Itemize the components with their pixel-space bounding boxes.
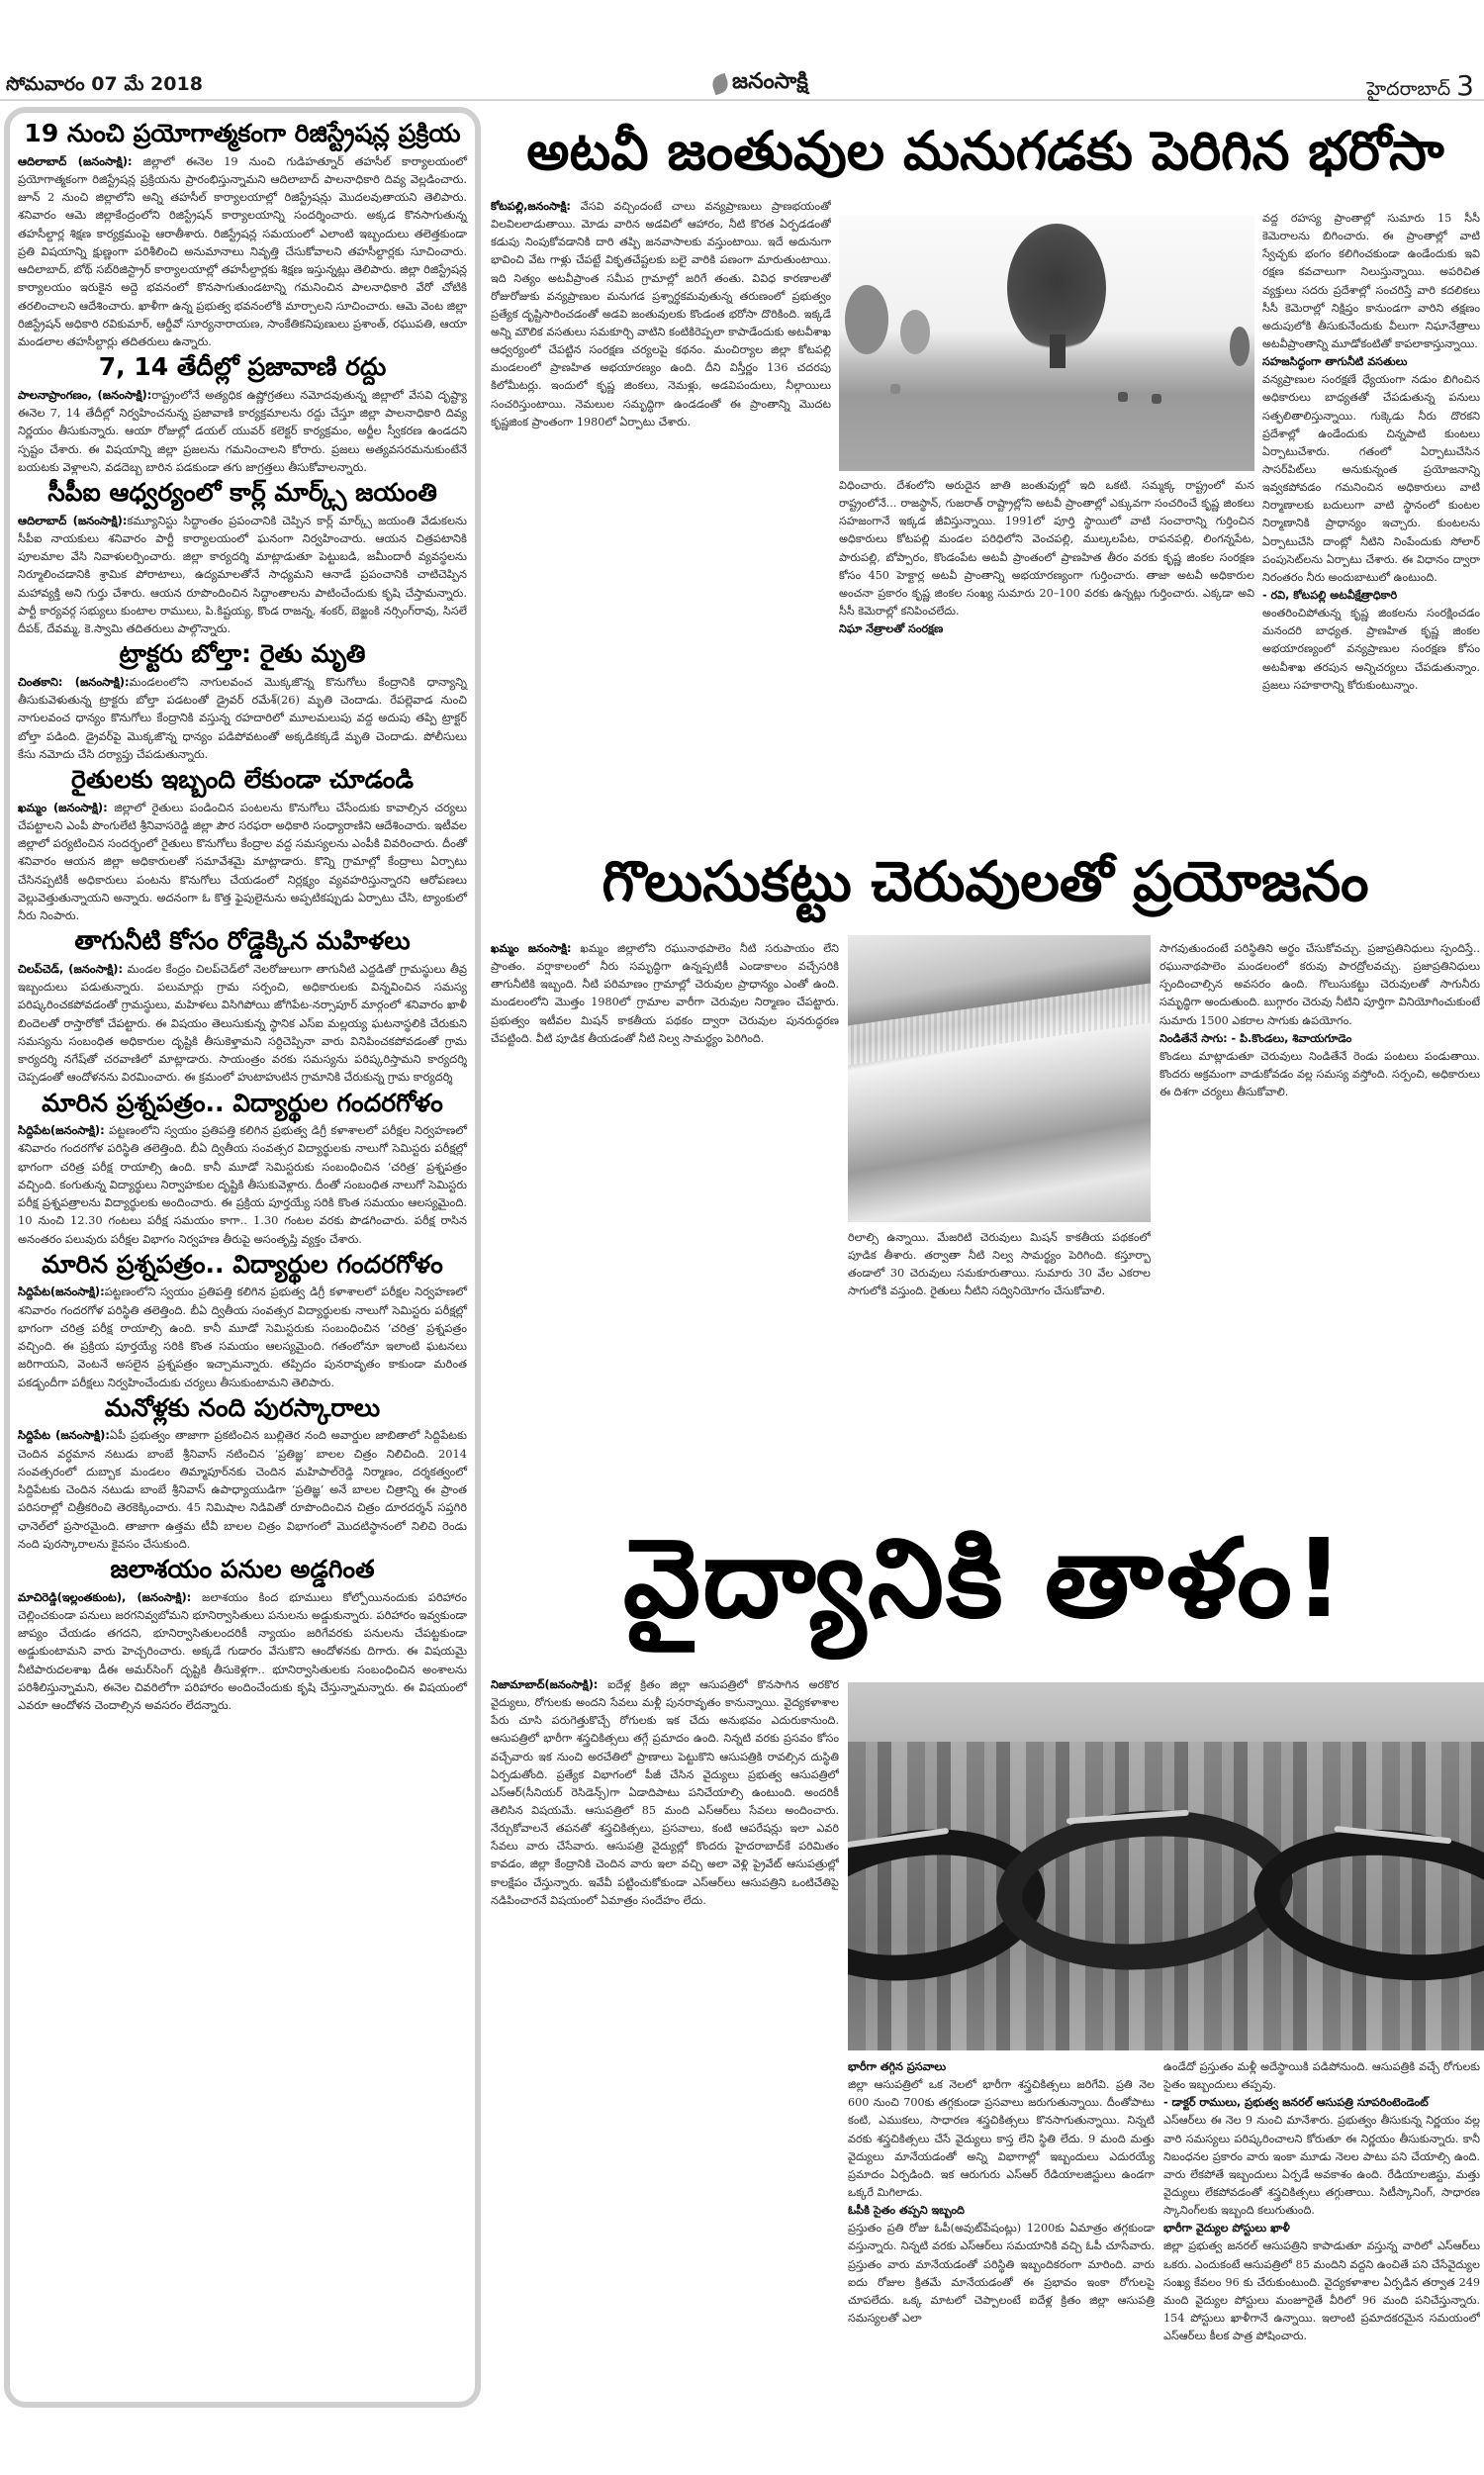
story-body: ఖమ్మం (జనంసాక్షి): జిల్లాలో రైతులు పండించిన పంటలను కొనుగోలు చేసేందుకు కావాల్సిన చర్యలు చేపట్టాలని ఎంపీ పొంగులేటి శ్రీనివాసరెడ్డి జిల్లా పౌర సరఫరా అధికారి సంధ్యారాణిని ఆదేశించారు. ఇటీవల జిల్లాలో పర్యటించిన సందర్భంలో రైతులు కొనుగోలు కేంద్రాల వద్ద సమస్యలను ఎంపీకి వివరించారు. దీంతో శనివారం ఆయన జిల్లా అధికారులతో సమావేశమై మాట్లాడారు. కొన్ని గ్రామాల్లో కేంద్రాలు ఏర్పాటు చేసినప్పటికీ అధికారులు పంటను కొనుగోలు చేయడంలో నిర్లక్ష్యం వ్యవహరిస్తున్నారని ఆరోపణలు వెల్లువెత్తుతున్నాయని అన్నారు. అదనంగా ఓ కొత్త ఫైపులైనును అప్పటికప్పుడు ఏర్పాటు చేసి, ట్యాంకులో నీరు నింపారు. <box>18 800 468 922</box>
masthead <box>0 65 1484 101</box>
story-nandi-awards <box>18 1393 467 1553</box>
story-body: పాలనాప్రాంగణం, (జనంసాక్షి):రాష్ట్రంలోనే అత్యధిక ఉష్ణోగ్రతలు నమోదవుతున్న జిల్లాలో వేసవి దృష్ట్యా ఈనెల 7, 14 తేదీల్లో నిర్వహించనున్న ప్రజావాణి కార్యక్రమాలను రద్దు చేస్తూ జిల్లా పాలనాధికారి దివ్య నిర్ణయం తీసుకున్నారు. ఆయా రోజుల్లో డయల్ యువర్ కలెక్టర్ కార్యక్రమం, అర్జీల స్వీకరణ ఉండదని స్పష్టం చేశారు. ఈ విషయాన్ని జిల్లా ప్రజలను గమనించాలని కోరారు. ప్రజలు అత్యవసరమనుకుంటేనే బయటకు వెళ్లాలని, వడదెబ్బ బారిన పడకుండా తగు జాగ్రత్తలు తీసుకోవాలన్నారు. <box>18 387 467 474</box>
forest-article-column-3: వద్ద రహస్య ప్రాంతాల్లో సుమారు 15 సీసీ కెమెరాలను బిగించారు. ఈ ప్రాంతాల్లో వాటి స్వేచ్ఛకు భంగం కలిగించకుండా ఉండేందుకు ఇవి రక్షణ కవచాలుగా నిలుస్తున్నాయి. అపరిచిత వ్యక్తులు సదరు ప్రదేశాల్లో సంచరిస్తే వారి కదలికలు సీసీ కెమెరాల్లో నిక్షిప్తం కానుండగా వారిని తక్షణం అదుపులోకి తీసుకునేందుకు వీలుగా నిఘానేత్రాలు అటవీప్రాంతాన్ని మూడోకంటితో కాపలాకాస్తున్నాయి. సహజసిద్ధంగా తాగునీటి వసతులు వన్యప్రాణుల సంరక్షణే ధ్యేయంగా నడుం బిగించిన అధికారులు బాధ్యతతో చేపడుతున్న పనులు సత్ఫలితాలిస్తున్నాయి. గుక్కెడు నీరు దొరకని ప్రదేశాల్లో ఉండేందుకు చిన్నపాటి కుంటలు ఏర్పాటుచేశారు. గతంలో ఏర్పాటుచేసిన సాసర్‌పిట్‌లు అనుకున్నంత ప్రయోజనాన్ని ఇవ్వకపోవడం గమనించిన అధికారులు వాటి నిర్మాణాలకు బదులుగా వాటి స్థానంలో కుంటల నిర్మాణానికి ప్రాధాన్యం ఇచ్చారు. కుంటలను ఏర్పాటుచేసి దాంట్లో నీటిని నింపేందుకు సోలార్ పంపుసెట్‌లను ఏర్పాటు చేశారు. ఈ విధానం ద్వారా నిరంతరం నీరు అందుబాటులో ఉంటుంది. - రవి, కోటపల్లి అటవీక్షేత్రాధికారి అంతరించిపోతున్న కృష్ణ జింకలను సంరక్షించడం మనందరి బాధ్యత. ప్రాణహిత కృష్ణ జింకల అభయారణ్యంలో వన్యప్రాణుల సంరక్షణ కోసం అటవీశాఖ తరపున అన్నిచర్యలు చేపడుతున్నాం. ప్రజలు సహకారాన్ని కోరుకుంటున్నాం. <box>1262 212 1480 692</box>
dateline: ఆదిలాబాద్ (జనంసాక్షి): <box>18 513 128 527</box>
story-body: ఆదిలాబాద్ (జనంసాక్షి): జిల్లాలో ఈనెల 19 నుంచి గుడిహత్నూర్ తహసీల్ కార్యాలయంలో ప్రయోగాత్మకంగా రిజిస్ట్రేషన్ల ప్రక్రియను ప్రారంభిస్తున్నామని ఆదిలాబాద్ పాలనాధికారి దివ్య వెల్లడించారు. జూన్ 2 నుంచి జిల్లాలోని అన్ని తహసీల్ కార్యాలయాల్లో రిజిస్ట్రేషన్లు మొదలవుతాయని తెలిపారు. శనివారం ఆమె జిల్లాకేంద్రంలోని రిజిస్ట్రేషన్ కార్యాలయాన్ని సందర్శించారు. అక్కడ కొనసాగుతున్న తహసీల్దార్ల శిక్షణ కార్యక్రమంపై ఆరాతీశారు. రిజిస్ట్రేషన్ల సమయంలో ఎలాంటి ఇబ్బందులు తలెత్తకుండా ప్రతి విషయాన్ని క్షుణ్ణంగా పరిశీలించి అనుమానాలు నివృత్తి చేసుకోవాలని తహసీల్దార్లకు సూచించారు. ఆదిలాబాద్, బోథ్ సబ్‌రిజిస్ట్రార్ కార్యాలయాల్లో తహసీల్దార్లకు శిక్షణ ఇస్తున్నట్లు తెలిపారు. జిల్లా రిజిస్ట్రేషన్ల కార్యాలయం ఇరుకైన అద్దె భవనంలో కొనసాగుతుండటాన్ని గమనించిన పాలనాధికారి వేరో చోటికి తరలించాలని ఆదేశించారు. ఖాళీగా ఉన్న ప్రభుత్వ భవనంలోకి మార్చాలని సూచించారు. ఆమె వెంట జిల్లా రిజిస్ట్రేషన్ అధికారి రవికుమార్, ఆర్డీవో సూర్యనారాయణ, సాంకేతికనిపుణులు ప్రశాంత్, రఘుపతి, ఆయా మండలాల తహసీల్దార్లు తదితరులు ఉన్నారు. <box>18 153 468 348</box>
dateline: నిజామాబాద్(జనంసాక్షి): <box>491 1678 599 1691</box>
quote-attribution: - రవి, కోటపల్లి అటవీక్షేత్రాధికారి <box>1262 588 1398 602</box>
story-body: సిద్దిపేట (జనంసాక్షి):ఏపీ ప్రభుత్వం తాజాగా ప్రకటించిన బుల్లితెర నంది అవార్డుల జాబితాలో సిద్దిపేటకు చెందిన వర్ధమాన నటుడు బాంబే శ్రీనివాస్ నటించిన ‘ప్రతిజ్ఞ’ బాలల చిత్రం నిలిచింది. 2014 సంవత్సరంలో దుబ్బాక మండలం తిమ్మాపూర్‌నకు చెందిన మహిపాల్‌రెడ్డి నిర్మాణం, దర్శకత్వంలో సిద్దిపేటకు చెందిన నటుడు బాంబే శ్రీనివాస్ ఉపాధ్యాయుడిగా ‘ప్రతిజ్ఞ’ అనే బాలల చిత్రాన్ని ఈ ప్రాంత పరిసరాల్లో చిత్రీకరించి తెరకెక్కించారు. 45 నిమిషాల నిడివితో రూపొందించిన చిత్రం దూరదర్శన్ సప్తగిరి ఛానెల్‌లో ప్రసారమైంది. తాజాగా ఉత్తమ టీవీ బాలల చిత్రం విభాగంలో మొదటిస్థానంలో నిలిచి రెండు నంది పురస్కారాలను కైవసం చేసుకుంది. <box>18 1428 467 1551</box>
dateline: సిద్దిపేట(జనంసాక్షి): <box>18 1285 105 1299</box>
page-number: 3 <box>1456 69 1474 102</box>
story-reservoir-works <box>18 1555 467 1714</box>
dateline: చిలప్‌చెడ్, (జనంసాక్షి): <box>18 961 124 976</box>
forest-article-column-2: విధించారు. దేశంలోని అరుదైన జాతి జంతువుల్లో ఇది ఒకటి. సమ్మక్క రాష్ట్రంలో మన రాష్ట్రంలోనే... రాజస్థాన్, గుజరాత్ రాష్ట్రాల్లోని అటవీ ప్రాంతాల్లో ఎక్కువగా సంచరించే కృష్ణ జింకలు సహజంగానే ఇక్కడ జీవిస్తున్నాయి. 1991లో పూర్తి స్థాయిలో వాటి సంచారాన్ని గుర్తించిన అధికారులు కోటపల్లి మండల పరిధిలోని వెంచపల్లి, ముల్కలపేట, రాపనపల్లి, లింగన్నపేట, పారుపల్లి, బోప్పారం, కొండంపేట అటవీ ప్రాంతంలో ప్రాణహిత తీరం వరకు కృష్ణ జింకల సంరక్షణ కోసం 450 హెక్టార్ల అటవీ ప్రాంతాన్ని అభయారణ్యంగా గుర్తించారు. తాజా అటవీ అధికారుల అంచనా ప్రకారం కృష్ణ జింకల సంఖ్య సుమారు 20–100 వరకు ఉన్నట్లు గుర్తించారు. ఎక్కడా అవి సీసీ కెమెరాల్లో కనిపించలేదు. నిఘా నేత్రాలతో సంరక్షణ <box>839 477 1254 833</box>
story-body: సిద్దిపేట(జనంసాక్షి): పట్టణంలోని స్వయం ప్రతిపత్తి కలిగిన ప్రభుత్వ డిగ్రీ కళాశాలలో పరీక్షల నిర్వహణలో శనివారం గందరగోళ పరిస్థితి తలెత్తింది. బీఏ ద్వితీయ సంవత్సర విద్యార్థులకు నాలుగో సెమిస్టరు పరీక్షల్లో భాగంగా చరిత్ర పరీక్ష రాయాల్సి ఉంది. కానీ మూడో సెమిస్టరుకు సంబంధించిన ‘చరిత్ర’ ప్రశ్నపత్రం వచ్చింది. కంగుతున్న విద్యార్థులు నిర్వాహకుల దృష్టికి తీసుకువెళ్లారు. దీంతో సంబంధిత నాలుగో సెమిస్టరు పరీక్ష ప్రశ్నపత్రాలను విద్యార్థులకు అందించారు. ఈ ప్రక్రియ పూర్తయ్యే సరికి కొంత సమయం ఆలస్యమైంది. 10 నుంచి 12.30 గంటలు పరీక్ష సమయం కాగా.. 1.30 గంటల వరకు పొడగించారు. పరీక్ష రాసిన అనంతరం పలువురు పరీక్షల విభాగం నిర్వహణ తీరుపై అసంతృప్తి వ్యక్తం చేశారు. <box>18 1123 467 1246</box>
story-headline: సీపీఐ ఆధ్వర్యంలో కార్ల్ మార్క్స్ జయంతి <box>47 478 437 507</box>
leaf-logo-icon <box>709 73 730 95</box>
hospital-article-column-3: ఉండేదో ప్రస్తుతం మళ్లీ అదేస్థాయికి పడిపోనుంది. ఆసుపత్రికి వచ్చే రోగులకు సైతం ఇబ్బందులు తప్పవు. - డాక్టర్ రాములు, ప్రభుత్వ జనరల్ ఆసుపత్రి సూపరింటెండెంట్ ఎస్ఆర్‌లు ఈ నెల 9 నుంచి మానేశారు. ప్రభుత్వం తీసుకున్న నిర్ణయం వల్ల వారి సమస్యలు పరిష్కరించాలని కోరుతూ ఈ నిర్ణయం తీసుకున్నారు. కానీ నిబంధనల ప్రకారం వారు ఇంకా మూడు నెలల పాటు పని చేయాల్సి ఉంది. వారు లేకపోతే ఇబ్బందులు ఏర్పడే అవకాశం ఉంది. రేడియాలజిస్టు, మత్తు వైద్యులు లేకపోవడంతో శస్త్రచికిత్సలు తగ్గుతాయి. సిటీస్కానింగ్, సాధారణ స్కానింగ్‌లకు ఇబ్బంది కలుగుతుంది. భారీగా వైద్యుల పోస్టులు ఖాళీ జిల్లా ప్రభుత్వ జనరల్ ఆసుపత్రిని కాపాడుతూ వస్తున్న వారిలో ఎస్ఆర్‌లు ఒకరు. ఎందుకంటే ఆసుపత్రిలో 85 మందిని వద్దని ఉంచితే పని చేసేవైద్యుల సంఖ్య కేవలం 96 కు చేరుకుంటుంది. వైద్యకళాశాల ఏర్పడిన తర్వాత 249 మంది వైద్యుల పోస్టులు మంజూరైతే వీరిలో 96 మంది పనిచేస్తున్నారు. 154 పోస్టులు ఖాళీగానే ఉన్నాయి. ఇలాంటి ప్రమాదకరమైన సమయంలో ఎస్ఆర్‌లు కీలక పాత్ర పోషించారు. <box>1163 2060 1480 2343</box>
story-headline: మనోళ్లకు నంది పురస్కారాలు <box>104 1392 381 1422</box>
story-marx-jayanti <box>18 478 467 637</box>
city-name: హైదరాబాద్ <box>1366 78 1451 100</box>
issue-date: సోమవారం 07 మే 2018 <box>6 73 203 95</box>
story-body: మాచిరెడ్డి(ఇల్లంతకుంట), (జనంసాక్షి): జలాశయం కింద భూములు కోల్పోయినందుకు పరిహారం చెల్లించకుండా పనులు జరగనివ్వబోమని భూనిర్వాసితులు పనులను అడ్డుకున్నారు. పరిహారం ఇవ్వకుండా జాప్యం చేయడం తగదని, భూనిర్వాసితులందరికీ న్యాయం జరిగేవరకు పనులను చేపట్టకుండా అడ్డుకుంటామని వారు హెచ్చరించారు. అక్కడే గుడారం వేసుకొని ఆందోళనకు దిగారు. ఈ విషయమై నీటిపారుదలశాఖ డీఈ అమర్‌సింగ్ దృష్టికి తీసుకెళ్లగా.. భూనిర్వాసితులకు సంబంధించిన అంశాలను పరిశీలిస్తున్నామని, ఈనెల చివరిలోగా పరిహారం అందించేందుకు కృషి చేస్తున్నామన్నారు. ఈ విషయంలో ఎవరూ ఆందోళన చెందాల్సిన అవసరం లేదన్నారు. <box>18 1589 468 1712</box>
deer-icon <box>890 384 900 394</box>
ponds-article-column-3: సాగవుతుందంటే పరిస్థితిని అర్థం చేసుకోవచ్చు. ప్రజాప్రతినిధులు స్పందిస్తే.. రఘునాథపాలెం మండలంలో కరువు పారద్రోలవచ్చు. ప్రజాప్రతినిధులు స్పందించాల్సిన అవసరం ఉంది. గొలుసుకట్టు చెరువులతో సాగునీరు సమృద్ధిగా అందుతుంది. బుగ్గారం చెరువు నీటిని పూర్తిగా వినియోగించుకుంటే సుమారు 1500 ఎకరాల సాగుకు ఉపయోగం. నిండితేనే సాగు: - పి.కొండలు, శివాయగూడెం కొండలు మాట్లాడుతూ చెరువులు నిండితేనే రెండు పంటలు పండుతాయి. కొందరు అక్రమంగా వాడుకోవడం వల్ల సమస్య వస్తోంది. సర్పంచి, అధికారులు ఈ దిశగా చర్యలు తీసుకోవాలి. <box>1159 942 1480 1099</box>
pond-overflow-photo <box>848 935 1151 1222</box>
subhead: నిఘా నేత్రాలతో సంరక్షణ <box>839 622 944 636</box>
dateline: సిద్దిపేట(జనంసాక్షి): <box>18 1123 105 1137</box>
deer-icon <box>1152 394 1161 404</box>
logo-text: జనంసాక్షి <box>732 69 808 94</box>
ponds-article-headline: గొలుసుకట్టు చెరువులతో ప్రయోజనం <box>602 850 1369 914</box>
ponds-article-column-2: రిలాల్సి ఉన్నాయి. మేజరిటి చెరువులు మిషన్ కాకతీయ పథకంలో పూడిక తీశారు. తర్వాతా నీటి నిల్వ సామర్థ్యం పెరిగింది. కస్తూర్బా తండాలో 30 చెరువులు సమకూరుతాయి. సుమారు 30 వేల ఎకరాల సాగులోకి వస్తుంది. రైతులు నీటిని సద్వినియోగం చేసుకోవాలి. <box>848 1231 1151 1298</box>
hospital-article-column-1: నిజామాబాద్(జనంసాక్షి): ఐదేళ్ల క్రితం జిల్లా ఆసుపత్రిలో కొనసాగిన అరకొర వైద్యులు, రోగులకు అందని సేవలు మళ్లీ పునరావృతం కానున్నాయి. వైద్యకళాశాల పేరు చూసి పరుగెత్తుకొచ్చే రోగులకు ఇక చేదు అనుభవం ఎదురుకానుంది. ఆసుపత్రిలో భారీగా శస్త్రచికిత్సలు తగ్గే ప్రమాదం ఉంది. నిన్నటి వరకు ప్రసవం కోసం వచ్చేవారు ఇక నుంచి అరచేతిలో ప్రాణాలు పెట్టుకొని ఆసుపత్రికి రావల్సిన దుస్థితి ఏర్పడుతోంది. ప్రత్యేక విభాగంలో పీజీ చేసిన వైద్యులు ప్రభుత్వ ఆసుపత్రిలో ఎస్ఆర్(సీనియర్ రెసిడెన్స్)గా ఏడాదిపాటు పనిచేయాల్సి ఉంటుంది. అందరికీ తెలిసిన విషయమే. ఆసుపత్రిలో 85 మంది ఎస్ఆర్‌లు సేవలు అందించారు. నేర్చుకోవాలనే తపనతో శస్త్రచికిత్సలు, ప్రసవాలు, కంటి ఆపరేషన్లు ఇలా ఎవరి సేవలు వారు చేసేవారు. ఆసుపత్రి వైద్యుల్లో కొందరు హైదరాబాద్‌కే పరిమితం కావడం, జిల్లా కేంద్రానికి చెందిన వారు ఇలా వచ్చి అలా వెళ్లి ప్రైవేట్ ఆసుపత్రుల్లో కాలక్షేపం చేస్తున్నారు. ఇవేవీ పట్టించుకోకుండా ఎస్ఆర్‌లు ఆసుపత్రిని ఒంటిచేతిపై నడిపించారనే విషయంలో ఏమాత్రం సందేహం లేదు. <box>491 1678 839 1907</box>
dateline: సిద్దిపేట (జనంసాక్షి): <box>18 1428 110 1443</box>
tree-icon <box>900 310 930 354</box>
dateline: మాచిరెడ్డి(ఇల్లంతకుంట), (జనంసాక్షి): <box>18 1589 192 1604</box>
story-headline: ట్రాక్టరు బోల్తా: రైతు మృతి <box>119 639 366 669</box>
forest-article-column-1: కోటపల్లి,జనంసాక్షి: వేసవి వచ్చిందంటే చాలు వన్యప్రాణులు ప్రాణభయంతో విలవిలలాడుతాయి. మోడు వారిన అడవిలో ఆహారం, నీటి కొరత ఏర్పడడంతో కడుపు నింపుకోవడానికి దారి తప్పి జనవాసాలకు వస్తుంటాయి. ఇదే అదునుగా భావించి వేట గాళ్లు చేపట్టే వికృతచేష్టలకు బలై వారికి పణంగా మారుతుంటాయి. ఇది నిత్యం అటవీప్రాంత సమీప గ్రామాల్లో జరిగే తంతు. వివిధ కారణాలతో రోజురోజుకు వన్యప్రాణుల మనుగడ ప్రశ్నార్థకమవుతున్న తరుణంలో ప్రభుత్వం ప్రత్యేక దృష్టిసారించడంతో అడవి జంతువులకు కొండంత భరోసా దొరికింది. ఇక్కడే అన్ని మౌలిక వసతులు సమకూర్చి వాటిని కంటికిరెప్పలా కాపాడేందుకు అటవీశాఖ ఆధ్వర్యంలో చేపట్టిన సంరక్షణ చర్యలపై కథనం. మంచిర్యాల జిల్లా కోటపల్లి మండలంలో ప్రాణహిత అభయారణ్యం ఉంది. దీని విస్తీర్ణం 136 చదరపు కిలోమీటర్లు. ఇందులో కృష్ణ జింకలు, నెమళ్లు, అడవిపందులు, నీల్గాయిలు సంచరిస్తుంటాయి. నెమలుల సమృద్ధిగా ఉండడంతో ఈ ప్రాంతాన్ని మొదట కృష్ణజింక ప్రాంతంగా 1980లో ఏర్పాటు చేశారు. <box>491 200 831 428</box>
story-question-paper-1 <box>18 1089 467 1248</box>
hospital-article-column-2: భారీగా తగ్గిన ప్రసవాలు జిల్లా ఆసుపత్రిలో ఒక నెలలో భారీగా శస్త్రచికిత్సలు జరిగేవి. ప్రతి నెల 600 నుంచి 700కు తగ్గకుండా ప్రసవాలు జరుగుతున్నాయి. దీంతోపాటు కంటి, ఎముకలు, సాధారణ శస్త్రచికిత్సలు కొనసాగుతున్నాయి. నిన్నటి వరకు శస్త్రచికిత్సలు చేసే వైద్యులు కాస్త లేని స్థితి లేదు. 9 మంది మత్తు వైద్యులు మానేయడంతో అన్ని విభాగాల్లో ఇబ్బందులు ఎదురయ్యే ప్రమాదం ఏర్పడింది. ఇక ఆరుగురు ఎస్ఆర్ రేడియాలజిస్టులు ఉండగా ఒక్కరే మిగిలాడు. ఓపీకి సైతం తప్పని ఇబ్బంది ప్రస్తుతం ప్రతి రోజు ఓపీ(అవుట్‌పేషంట్లు) 1200కు ఏమాత్రం తగ్గకుండా వస్తున్నారు. నిన్నటి వరకు ఎస్ఆర్‌లు సమయానికి వచ్చి ఓపీ చూసేవారు. ప్రస్తుతం వారు మానేయడంతో పరిస్థితి ఇబ్బందికరంగా మారింది. వారు ఐదు రోజుల క్రితమే మానేయడంతో ఈ ప్రభావం ఇంకా రోగులపై చూపలేదు. ఒక్క మాటలో చెప్పాలంటే ఐదేళ్ల క్రితం జిల్లా ఆసుపత్రి సమస్యలతో ఎలా <box>848 2060 1155 2325</box>
dateline: పాలనాప్రాంగణం, (జనంసాక్షి): <box>18 387 152 402</box>
story-tractor <box>18 639 467 763</box>
tree-trunk <box>1050 334 1066 368</box>
chained-hospital-photo <box>848 1682 1484 2050</box>
quote-attribution: నిండితేనే సాగు: - పి.కొండలు, శివాయగూడెం <box>1159 1031 1352 1045</box>
subhead: భారీగా తగ్గిన ప్రసవాలు <box>848 2060 947 2073</box>
story-farmers <box>18 765 467 924</box>
deer-icon <box>1118 392 1128 402</box>
ponds-article-column-1: ఖమ్మం జనంసాక్షి: ఖమ్మం జిల్లాలోని రఘునాథపాలెం నీటి సరుపాయం లేని ప్రాంతం. వర్షాకాలంలో నీరు సమృద్ధిగా ఉన్నప్పటికీ ఎండాకాలం వచ్చేసరికి తాగునీటికి ఇబ్బంది. నీటి పరిమాణం గ్రామాల్లో చెరువుల ప్రాధాన్యం ఎంతో ఉంది. మండలంలోని మొత్తం 1980లో గ్రామాల వారీగా చెరువుల నిర్మాణం చేపట్టారు. ప్రభుత్వం ఇటీవల మిషన్ కాకతీయ పథకం ద్వారా చెరువుల పునరుద్ధరణ చేపట్టింది. వీటి పూడిక తీయడంతో నీటి నిల్వ సామర్థ్యం పెరిగింది. <box>491 942 839 1045</box>
dateline: ఖమ్మం జనంసాక్షి: <box>491 942 572 955</box>
tree-icon <box>845 285 888 354</box>
story-headline: మారిన ప్రశ్నపత్రం.. విద్యార్థుల గందరగోళం <box>42 1249 443 1279</box>
hospital-article-headline: వైద్యానికి తాళం! <box>622 1515 1346 1642</box>
dateline: ఆదిలాబాద్ (జనంసాక్షి): <box>18 153 133 168</box>
edition-city <box>1367 69 1474 105</box>
story-body: చిలప్‌చెడ్, (జనంసాక్షి): మండల కేంద్రం చిలప్‌చెడ్‌లో నెలరోజులుగా తాగునీటి ఎద్దడితో గ్రామస్థులు తీవ్ర ఇబ్బందులు పడుతున్నారు. పలుమార్లు గ్రామ సర్పంచి, అధికారులకు విన్నవించిన సమస్య పరిష్కరించకపోవడంతో గ్రామస్థులు, మహిళలు విసిగిపోయి జోగిపేట-నర్సాపూర్ మార్గంలో శనివారం ఖాళీ బిందెలతో రాస్తారోకో చేపట్టారు. ఈ విషయం తెలుసుకున్న స్థానిక ఎస్ఐ మల్లయ్య ఘటనాస్థలికి చేరుకుని సమస్యను సంబంధిత అధికారుల దృష్టికి తీసుకెళ్తామని సర్దిచెప్పినా వారు వినిపించకపోవడంతో గ్రామ కార్యదర్శి నగేష్‌తో చరవాణిలో మాట్లాడారు. సాయంత్రం వరకు సమస్యను పరిష్కరిస్తామని కార్యదర్శి చెప్పడంతో ఆందోళనను విరమించారు. ఈ క్రమంలో హుటాహుటిన గ్రామానికి చేరుకున్న గ్రామ కార్యదర్శి <box>18 961 467 1085</box>
story-body: చింతకాని: (జనంసాక్షి):మండలంలోని నాగులవంచ మొక్కజొన్న కొనుగోలు కేంద్రానికి ధాన్యాన్ని తీసుకువెళుతున్న ట్రాక్టరు బోల్తా పడటంతో డ్రైవర్ రమేశ్(26) మృతి చెందాడు. రేపల్లెవాడ నుంచి నాగులవంచ ధాన్యం కొనుగోలు కేంద్రానికి వస్తున్న రహదారిలో మూలమలుపు వద్ద అదుపు తప్పి ట్రాక్టర్ బోల్తా పడింది. డ్రైవర్‌పై మొక్కజొన్న ధాన్యం పడిపోవటంతో అక్కడికక్కడే మృతి చెందాడు. పోలీసులు కేసు నమోదు చేసి దర్యాప్తు చేపడుతున్నారు. <box>18 674 467 761</box>
story-water-protest <box>18 926 467 1086</box>
palm-tree-icon <box>1230 327 1250 366</box>
forest-blackbuck-photo <box>839 216 1254 471</box>
forest-article-headline: అటవీ జంతువుల మనుగడకు పెరిగిన భరోసా <box>526 120 1444 182</box>
dateline: కోటపల్లి,జనంసాక్షి: <box>491 200 571 213</box>
subhead: ఓపీకి సైతం తప్పని ఇబ్బంది <box>848 2204 965 2218</box>
story-body: సిద్దిపేట(జనంసాక్షి):పట్టణంలోని స్వయం ప్రతిపత్తి కలిగిన ప్రభుత్వ డిగ్రీ కళాశాలలో పరీక్షల నిర్వహణలో శనివారం గందరగోళ పరిస్థితి తలెత్తింది. బీఏ ద్వితీయ సంవత్సర విద్యార్థులకు నాలుగో సెమిస్టరు పరీక్షల్లో భాగంగా చరిత్ర పరీక్ష రాయాల్సి ఉంది. కానీ మూడో సెమిస్టరుకు సంబంధించిన ‘చరిత్ర’ ప్రశ్నపత్రం వచ్చింది. ఈ ప్రక్రియ పూర్తయ్యే సరికి కొంత సమయం ఆలస్యమైంది. గతంలోనూ ఇలాంటి ఘటనలు జరిగాయని, వెంటనే అసలైన ప్రశ్నపత్రం ఇచ్చామన్నారు. తప్పిదం పునరావృతం కాకుండా మరింత పకడ్బందీగా పరీక్షలు నిర్వహించేందుకు చర్యలు తీసుకుంటామని తెలిపారు. <box>18 1285 467 1389</box>
waterfall-weir <box>848 983 1151 1065</box>
story-body: ఆదిలాబాద్ (జనంసాక్షి):కమ్యూనిస్టు సిద్ధాంతం ప్రపంచానికి చెప్పిన కార్ల్ మార్క్స్ జయంతి వేడుకలను సీపీఐ నాయకులు శనివారం పార్టీ కార్యాలయంలో ఘనంగా నిర్వహించారు. ఆయన చిత్రపటానికి పూలమాల వేసి నివాళులర్పించారు. జిల్లా కార్యదర్శి మాట్లాడుతూ పెట్టుబడి, జమీందారీ వ్యవస్థలను నిర్మూలించడానికి శ్రామిక పోరాటాలు, ఉద్యమాలతోనే సాధ్యమని ఆనాడే ప్రపంచానికి చాటిచెప్పిన మహావ్యక్తి అని గుర్తు చేశారు. ఆయన రూపొందించిన సిద్ధాంతాలను పాటించేందుకు కృషి చేస్తామన్నారు. పార్టీ కార్యవర్గ సభ్యులు కుంటాల రాములు, పి.కిష్టయ్య, కొండ రాజన్న, శంకర్, బెజ్జంకి నర్సింగ్‌రావు, సిసలే దీపక్, దేవమ్మ, కె.స్వామి తదితరులు పాల్గొన్నారు. <box>18 513 467 635</box>
story-question-paper-2 <box>18 1250 467 1391</box>
story-prajavani <box>18 352 467 476</box>
subhead: భారీగా వైద్యుల పోస్టులు ఖాళీ <box>1163 2222 1290 2236</box>
story-registrations <box>18 119 467 350</box>
left-news-column <box>4 107 481 2408</box>
story-headline: 19 నుంచి ప్రయోగాత్మకంగా రిజిస్ట్రేషన్ల ప్రక్రియ <box>24 119 461 147</box>
large-tree-icon <box>1007 224 1106 352</box>
story-headline: తాగునీటి కోసం రోడ్డెక్కిన మహిళలు <box>74 926 411 956</box>
story-headline: జలాశయం పనుల అడ్డగింత <box>110 1555 375 1583</box>
dateline: చింతకాని: (జనంసాక్షి): <box>18 674 130 689</box>
subhead: సహజసిద్ధంగా తాగునీటి వసతులు <box>1262 355 1408 369</box>
dateline: ఖమ్మం (జనంసాక్షి): <box>18 800 108 814</box>
story-headline: 7, 14 తేదీల్లో ప్రజావాణి రద్దు <box>98 352 387 382</box>
story-headline: రైతులకు ఇబ్బంది లేకుండా చూడండి <box>71 765 414 794</box>
quote-attribution: - డాక్టర్ రాములు, ప్రభుత్వ జనరల్ ఆసుపత్రి సూపరింటెండెంట్ <box>1163 2096 1429 2110</box>
newspaper-logo <box>712 69 808 99</box>
story-headline: మారిన ప్రశ్నపత్రం.. విద్యార్థుల గందరగోళం <box>42 1088 443 1117</box>
